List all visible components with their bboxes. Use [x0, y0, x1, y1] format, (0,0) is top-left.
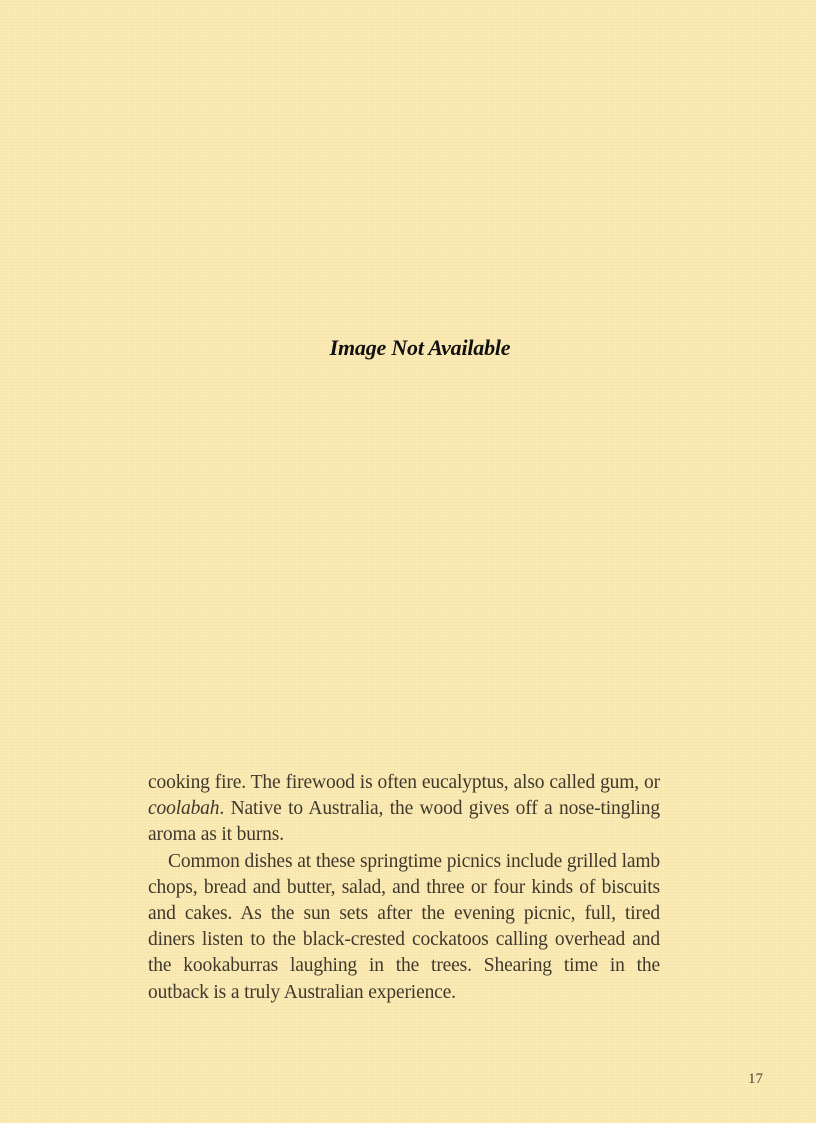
- missing-image-area: [150, 200, 666, 500]
- paragraph-1-end: . Native to Australia, the wood gives off a nose-tingling aroma as it burns.: [148, 798, 660, 846]
- italic-term: coolabah: [148, 798, 220, 820]
- body-text: [148, 770, 660, 1006]
- image-not-available-label: Image Not Available: [329, 335, 511, 360]
- page-number: 17: [748, 1071, 763, 1087]
- paragraph-2: Common dishes at these springtime picnics include grilled lamb chops, bread and butter, salad, and three or four kinds of biscuits and cakes. As the sun sets after the evening picnic, full, tired diners listen to the black-crested cockatoos calling overhead and the kookaburras laughing in the trees. Shearing time in the outback is a truly Australian experience.: [148, 850, 660, 1003]
- paragraph-1-start: cooking fire. The firewood is often eucalyptus, also called gum, or: [148, 772, 660, 793]
- paragraph-1: [148, 770, 660, 849]
